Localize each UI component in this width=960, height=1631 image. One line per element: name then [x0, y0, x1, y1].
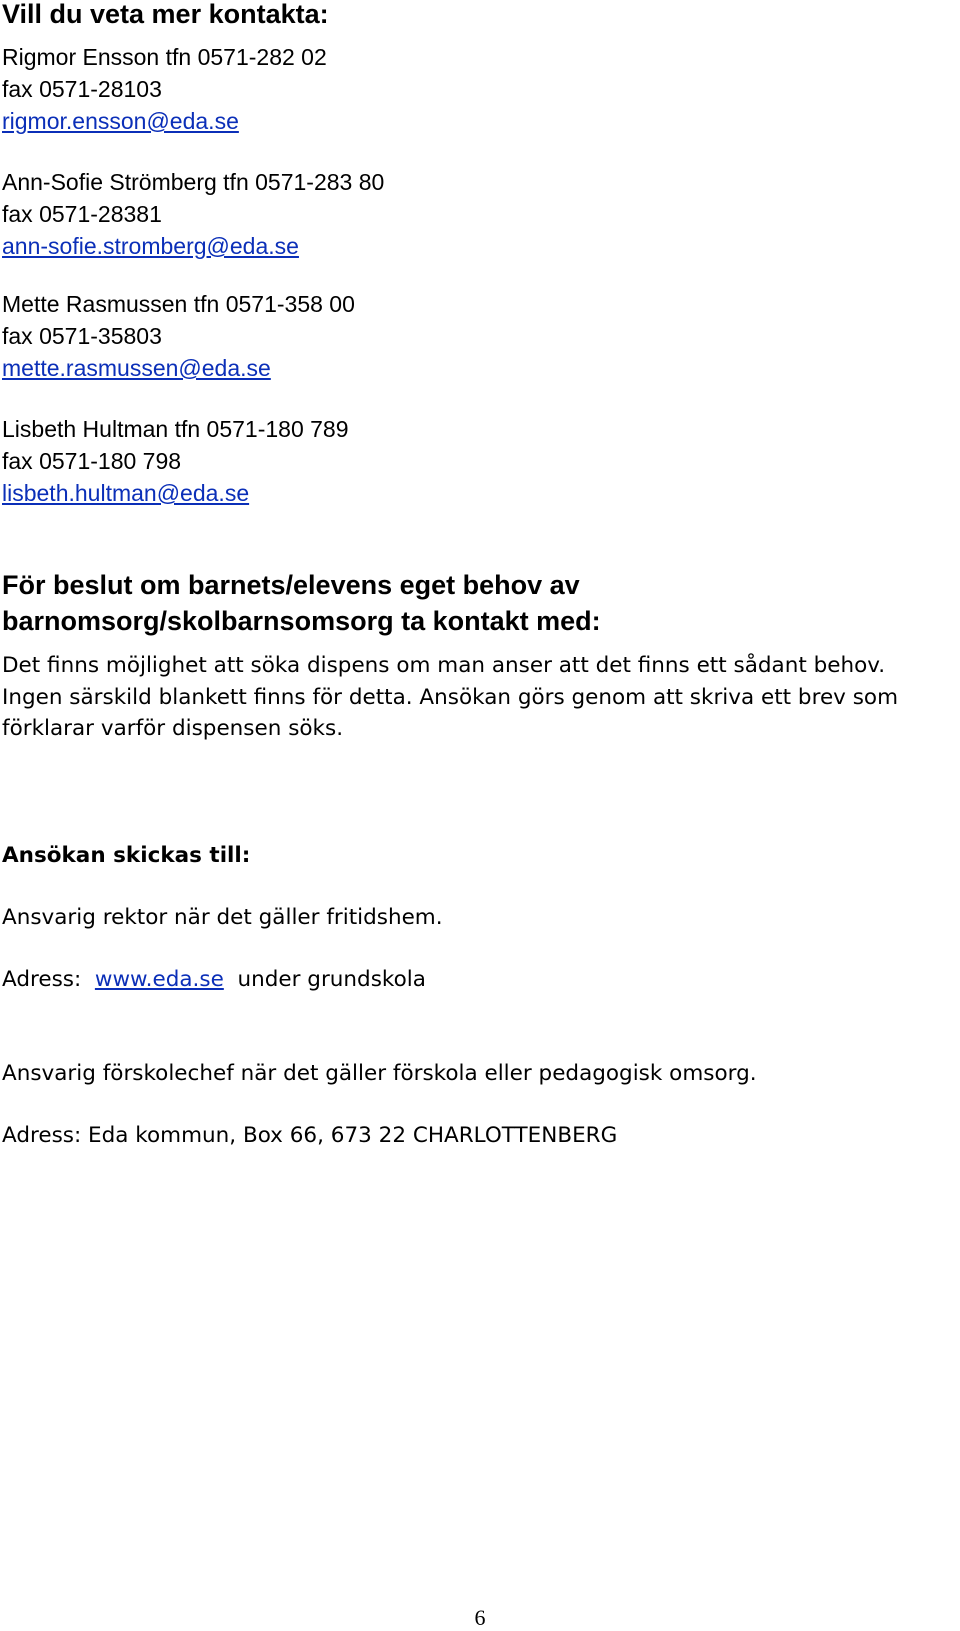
contact-block-4 — [2, 413, 349, 509]
address-suffix: under grundskola — [237, 967, 426, 992]
contact-fax-line: fax 0571-180 798 — [2, 448, 182, 474]
contact-email-link[interactable]: lisbeth.hultman@eda.se — [2, 480, 250, 506]
contact-email-link[interactable]: rigmor.ensson@eda.se — [2, 108, 239, 134]
address-label: Adress: — [2, 967, 82, 992]
contact-phone-line: Mette Rasmussen tfn 0571-358 00 — [2, 291, 355, 317]
web-address-line — [2, 965, 426, 995]
contact-block-1 — [2, 41, 327, 137]
contact-block-2 — [2, 166, 384, 262]
decision-heading: För beslut om barnets/elevens eget behov av barnomsorg/skolbarnsomsorg ta kontakt med: — [2, 570, 601, 636]
postal-address-line: Adress: Eda kommun, Box 66, 673 22 CHARLOTTENBERG — [2, 1123, 618, 1148]
contact-block-3 — [2, 288, 355, 384]
page-number: 6 — [474, 1605, 486, 1630]
contact-fax-line: fax 0571-35803 — [2, 323, 162, 349]
contact-fax-line: fax 0571-28381 — [2, 201, 162, 227]
contact-fax-line: fax 0571-28103 — [2, 76, 162, 102]
contact-email-link[interactable]: mette.rasmussen@eda.se — [2, 355, 271, 381]
page-title: Vill du veta mer kontakta: — [2, 0, 329, 29]
website-link[interactable]: www.eda.se — [94, 967, 224, 992]
send-to-heading: Ansökan skickas till: — [2, 843, 251, 868]
forskola-line: Ansvarig förskolechef när det gäller förskola eller pedagogisk omsorg. — [2, 1061, 757, 1086]
contact-phone-line: Lisbeth Hultman tfn 0571-180 789 — [2, 416, 349, 442]
contact-email-link[interactable]: ann-sofie.stromberg@eda.se — [2, 233, 299, 259]
contact-phone-line: Ann-Sofie Strömberg tfn 0571-283 80 — [2, 169, 385, 195]
contact-phone-line: Rigmor Ensson tfn 0571-282 02 — [2, 44, 327, 70]
fritidshem-line: Ansvarig rektor när det gäller fritidshem. — [2, 905, 443, 930]
dispensation-paragraph: Det finns möjlighet att söka dispens om man anser att det finns ett sådant behov. Ingen särskild blankett finns för detta. Ansökan görs genom att skriva ett brev som förklarar varför dispensen söks. — [2, 653, 899, 741]
